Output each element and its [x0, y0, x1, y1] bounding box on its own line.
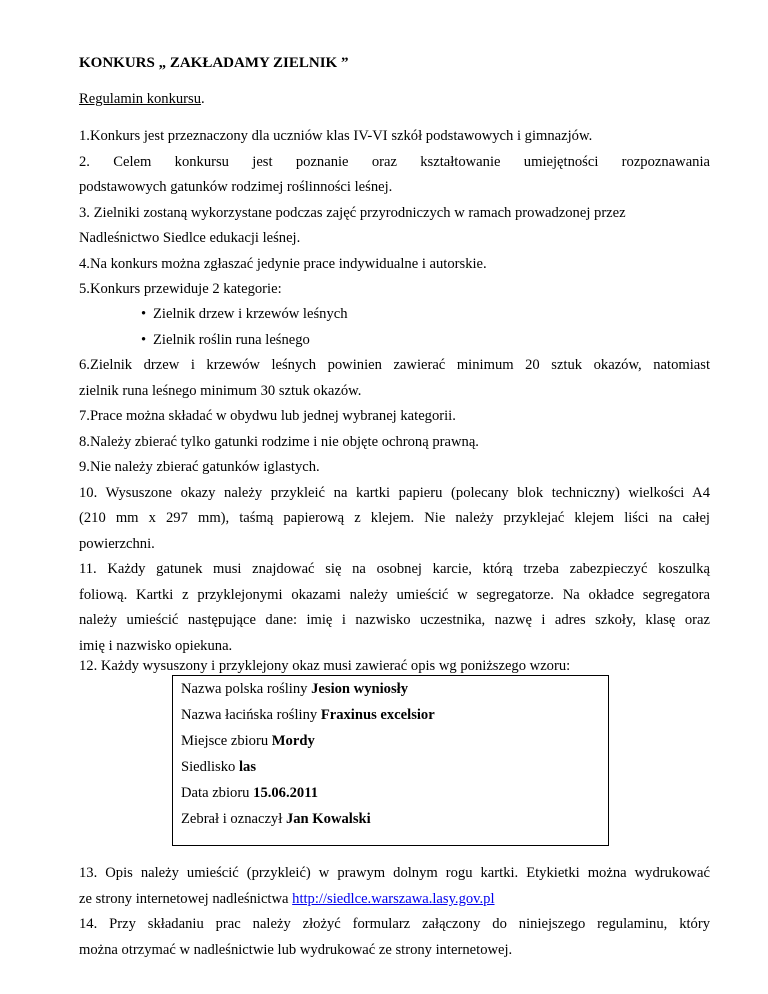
label-row: [181, 810, 371, 828]
label-key: Miejsce zbioru: [181, 733, 272, 749]
bullet-item: [141, 331, 310, 349]
rule-13-line-1: 13. Opis należy umieścić (przykleić) w prawym dolnym rogu kartki. Etykietki można wydrukować: [79, 865, 710, 881]
rule-11-line-3: należy umieścić następujące dane: imię i nazwisko uczestnika, nazwę i adres szkoły, klasę oraz: [79, 612, 710, 628]
rule-11-line-1: 11. Każdy gatunek musi znajdować się na osobnej karcie, którą trzeba zabezpieczyć koszulką: [79, 561, 710, 577]
rule-13-line-2: [79, 890, 495, 908]
label-example-box: [172, 675, 609, 846]
rule-4: 4.Na konkurs można zgłaszać jedynie prace indywidualne i autorskie.: [79, 256, 487, 272]
rule-10-line-3: powierzchni.: [79, 536, 155, 552]
label-row: [181, 706, 435, 724]
rule-8: 8.Należy zbierać tylko gatunki rodzime i nie objęte ochroną prawną.: [79, 434, 479, 450]
label-value: las: [238, 759, 257, 775]
bullet-item: [141, 305, 348, 323]
forestry-website-link[interactable]: http://siedlce.warszawa.lasy.gov.pl: [292, 891, 495, 907]
bullet-dot-icon: •: [141, 306, 147, 322]
rule-6-line-1: 6.Zielnik drzew i krzewów leśnych powinien zawierać minimum 20 sztuk okazów, natomiast: [79, 357, 710, 373]
rule-11-line-2: foliową. Kartki z przyklejonymi okazami należy umieścić w segregatorze. Na okładce segregatora: [79, 587, 710, 603]
label-key: Zebrał i oznaczył: [181, 811, 286, 827]
bullet-dot-icon: •: [141, 332, 147, 348]
subtitle-suffix: .: [201, 91, 205, 107]
rule-9: 9.Nie należy zbierać gatunków iglastych.: [79, 459, 320, 475]
label-key: Nazwa łacińska rośliny: [181, 707, 321, 723]
label-row: [181, 758, 256, 776]
rule-5: 5.Konkurs przewiduje 2 kategorie:: [79, 281, 282, 297]
rule-3-line-2: Nadleśnictwo Siedlce edukacji leśnej.: [79, 230, 301, 246]
rule-6-line-2: zielnik runa leśnego minimum 30 sztuk okazów.: [79, 383, 362, 399]
rule-10-line-2: (210 mm x 297 mm), taśmą papierową z klejem. Nie należy przyklejać klejem liści na całej: [79, 510, 710, 526]
rule-7: 7.Prace można składać w obydwu lub jednej wybranej kategorii.: [79, 408, 456, 424]
label-value: Fraxinus excelsior: [320, 707, 435, 723]
rule-3-line-1: 3. Zielniki zostaną wykorzystane podczas zajęć przyrodniczych w ramach prowadzonej przez: [79, 205, 626, 221]
label-value: 15.06.2011: [253, 785, 319, 801]
rule-2-line-2: podstawowych gatunków rodzimej roślinności leśnej.: [79, 179, 393, 195]
subtitle-line: [79, 90, 205, 108]
rule-1: 1.Konkurs jest przeznaczony dla uczniów klas IV-VI szkół podstawowych i gimnazjów.: [79, 128, 593, 144]
rule-2-line-1: 2. Celem konkursu jest poznanie oraz kształtowanie umiejętności rozpoznawania: [79, 154, 710, 170]
label-key: Data zbioru: [181, 785, 254, 801]
subtitle: Regulamin konkursu: [79, 91, 202, 107]
rule-12: 12. Każdy wysuszony i przyklejony okaz musi zawierać opis wg poniższego wzoru:: [79, 658, 571, 674]
label-value: Mordy: [271, 733, 315, 749]
label-value: Jan Kowalski: [285, 811, 371, 827]
rule-13-text: ze strony internetowej nadleśnictwa: [79, 891, 293, 907]
bullet-text: Zielnik roślin runa leśnego: [153, 332, 310, 348]
rule-14-line-1: 14. Przy składaniu prac należy złożyć formularz załączony do niniejszego regulaminu, który: [79, 916, 710, 932]
rule-14-line-2: można otrzymać w nadleśnictwie lub wydrukować ze strony internetowej.: [79, 942, 513, 958]
label-key: Nazwa polska rośliny: [181, 681, 312, 697]
bullet-text: Zielnik drzew i krzewów leśnych: [153, 306, 348, 322]
label-row: [181, 680, 408, 698]
label-row: [181, 732, 315, 750]
rule-11-line-4: imię i nazwisko opiekuna.: [79, 638, 233, 654]
label-row: [181, 784, 318, 802]
label-value: Jesion wyniosły: [311, 681, 409, 697]
document-title: KONKURS „ ZAKŁADAMY ZIELNIK ”: [79, 55, 349, 71]
label-key: Siedlisko: [181, 759, 239, 775]
rule-10-line-1: 10. Wysuszone okazy należy przykleić na kartki papieru (polecany blok techniczny) wielkości A4: [79, 485, 710, 501]
